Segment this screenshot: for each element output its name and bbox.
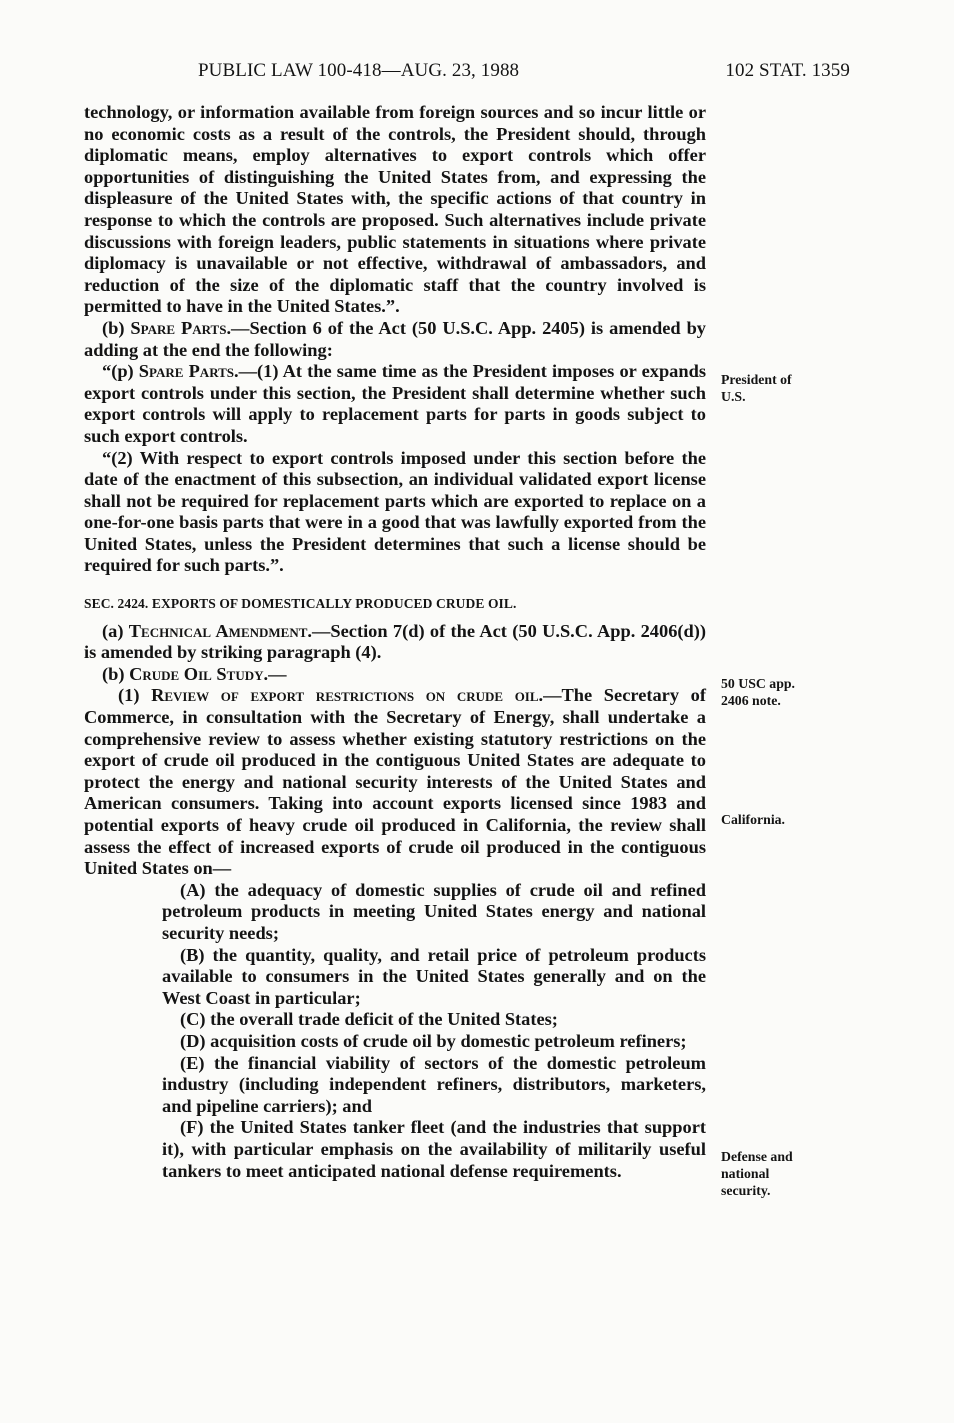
subsection-p-spare-parts: [84, 361, 706, 447]
list-item: (E) the financial viability of sectors of the domestic petroleum industry (including independent refiners, distributors, marketers, and pipeline carriers); and: [162, 1052, 706, 1116]
list-item: (D) acquisition costs of crude oil by domestic petroleum refiners;: [180, 1030, 687, 1051]
subsection-b-crude-oil-study: [84, 664, 706, 686]
review-items-list: [84, 880, 706, 1182]
margin-note-line: 50 USC app.: [721, 676, 795, 691]
subsection-label: (b): [102, 317, 131, 338]
margin-note-line: Defense and: [721, 1149, 793, 1164]
subsection-label: “(p): [102, 361, 139, 382]
list-item: (B) the quantity, quality, and retail price of petroleum products available to consumers in the United States generally and on the West Coast in particular;: [162, 944, 706, 1008]
margin-note-president: [721, 371, 831, 405]
paragraph-text: .—The Secretary of Commerce, in consultation with the Secretary of Energy, shall undertake a comprehensive review to assess whether existing statutory restrictions on the export of crude oil produced in the contiguous United States are adequate to protect the energy and national security interests of the United States and American consumers. Taking into account exports licensed since 1983 and potential exports of heavy crude oil produced in California, the review shall assess the effect of increased exports of crude oil produced in the contiguous United States on—: [84, 685, 706, 879]
subsection-label: (b): [102, 663, 130, 684]
subsection-text: .—: [263, 663, 287, 684]
main-text: [84, 102, 706, 1182]
list-item: (F) the United States tanker fleet (and the industries that support it), with particular emphasis on the availability of militarily useful tankers to meet anticipated national defense requirements.: [162, 1117, 706, 1181]
paragraph-1-review: [84, 685, 706, 879]
margin-note-defense: [721, 1148, 831, 1199]
margin-note-line: security.: [721, 1183, 771, 1198]
margin-note-line: 2406 note.: [721, 693, 781, 708]
margin-note-line: California.: [721, 812, 785, 827]
header-title: PUBLIC LAW 100-418—AUG. 23, 1988: [198, 60, 520, 81]
subsection-a-technical-amendment: [84, 621, 706, 664]
margin-note-line: national: [721, 1166, 770, 1181]
paragraph-heading: Review of export restrictions on crude oil: [151, 685, 539, 706]
subsection-b-spare-parts: [84, 318, 706, 361]
subsection-heading: Technical Amendment: [128, 620, 308, 641]
margin-note-line: President of: [721, 372, 792, 387]
subsection-heading: Spare Parts: [130, 317, 227, 338]
paragraph-p-2: “(2) With respect to export controls imposed under this section before the date of the enactment of this subsection, an individual validated export license shall not be required for replacement parts which are exported to replace on a one-for-one basis parts that were in a good that was lawfully exported from the United States, unless the President determines that such a license should be required for such parts.”.: [84, 447, 706, 576]
paragraph-label: (1): [118, 685, 152, 706]
header-page-number: 102 STAT. 1359: [725, 60, 850, 81]
list-item: (C) the overall trade deficit of the United States;: [180, 1009, 558, 1030]
subsection-text: .—Section 6 of the Act (50 U.S.C. App. 2405) is amended by adding at the end the following:: [84, 317, 706, 360]
paragraph-continuation: technology, or information available from foreign sources and so incur little or no economic costs as a result of the controls, the President should, through diplomatic means, employ alternatives to export controls which offer opportunities of distinguishing the United States from, and expressing the displeasure of the United States with, the specific actions of that country in response to which the controls are proposed. Such alternatives include private discussions with foreign leaders, public statements in situations where private diplomacy is unavailable or not effective, withdrawal of ambassadors, and reduction of the size of the diplomatic staff that the country involved is permitted to have in the United States.”.: [84, 102, 706, 317]
subsection-label: (a): [102, 620, 129, 641]
margin-note-california: [721, 811, 831, 828]
subsection-heading: Spare Parts: [138, 361, 235, 382]
section-heading: SEC. 2424. EXPORTS OF DOMESTICALLY PRODUCED CRUDE OIL.: [84, 596, 517, 612]
subsection-heading: Crude Oil Study: [129, 663, 264, 684]
margin-note-line: U.S.: [721, 389, 746, 404]
subsection-text: .—Section 7(d) of the Act (50 U.S.C. App. 2406(d)) is amended by striking paragraph (4).: [84, 620, 706, 663]
subsection-text: .—(1) At the same time as the President imposes or expands export controls under this section, the President shall determine whether such export controls will apply to replacement parts for parts in goods subject to such export controls.: [84, 361, 706, 446]
margin-note-usc: [721, 675, 831, 709]
list-item: (A) the adequacy of domestic supplies of crude oil and refined petroleum products in meeting United States energy and national security needs;: [162, 879, 706, 943]
